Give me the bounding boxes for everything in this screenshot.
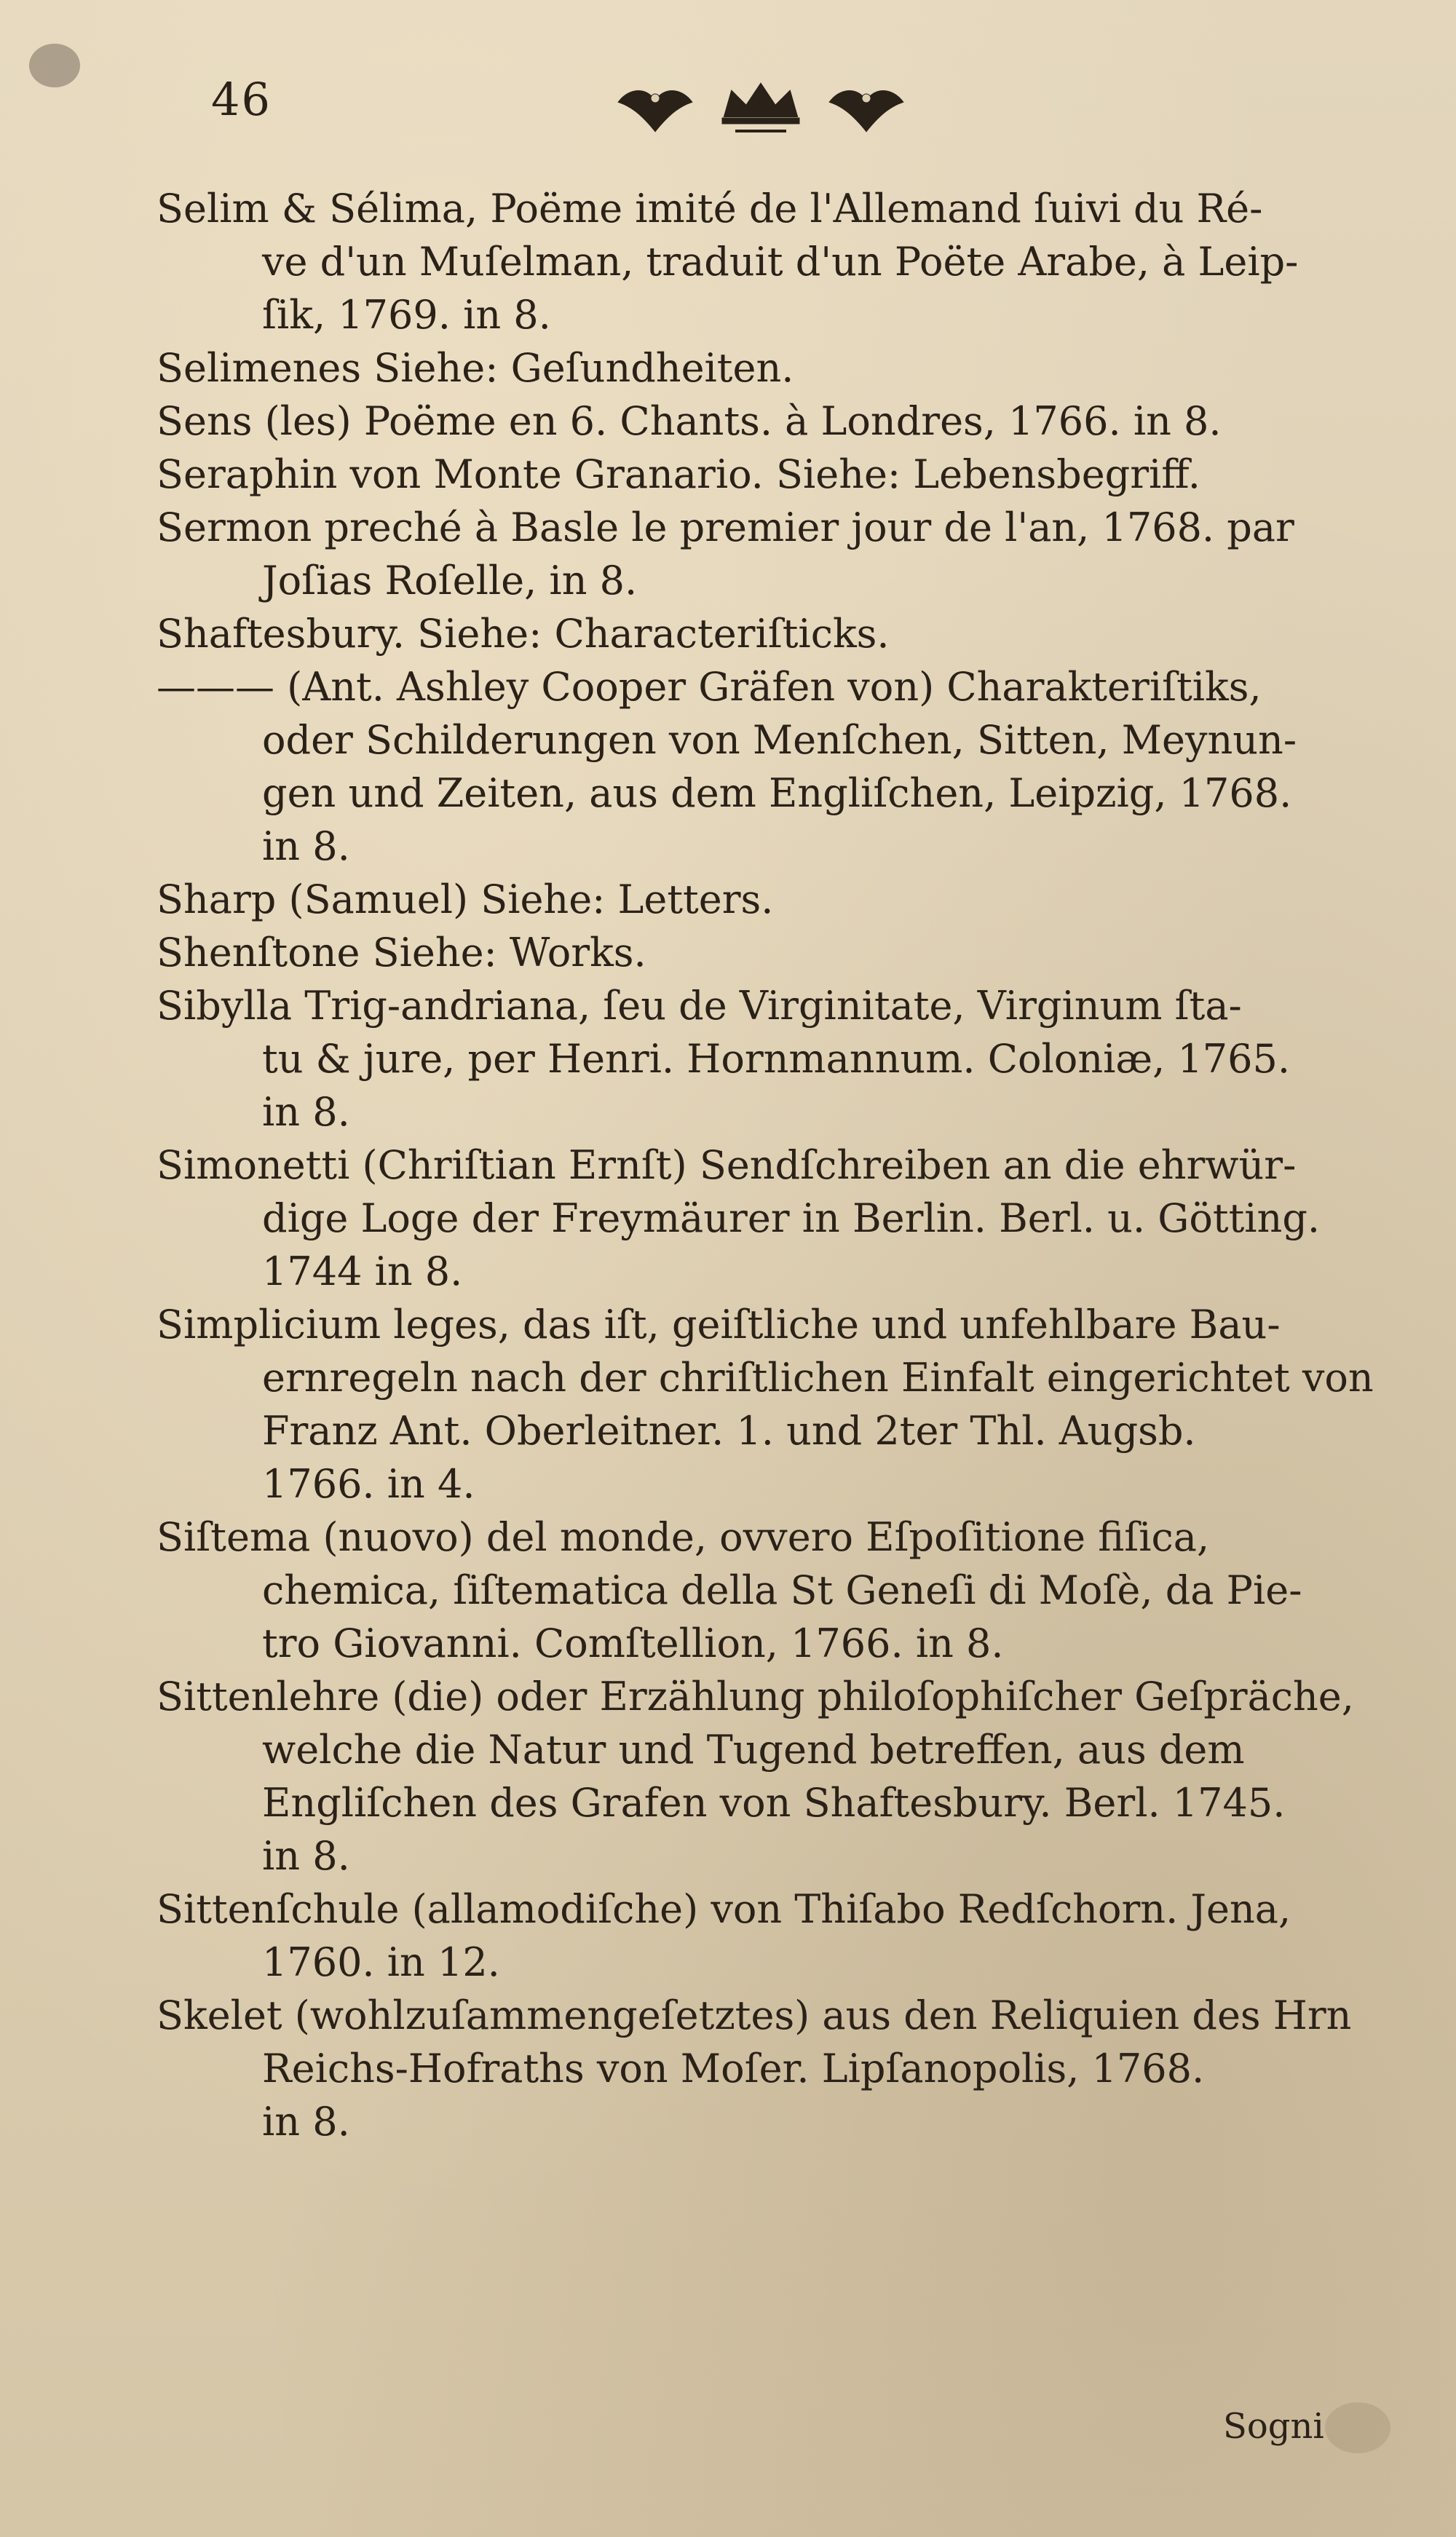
entry-line: Shenſtone Siehe: Works. xyxy=(157,930,646,975)
entry-line: 1760. in 12. xyxy=(262,1939,500,1985)
index-entry xyxy=(157,501,1394,607)
entry-line: ——— (Ant. Ashley Cooper Gräfen von) Charakteriſtiks, xyxy=(157,664,1262,710)
entry-line: Selim & Sélima, Poëme imité de l'Allemand ſuivi du Ré- xyxy=(157,186,1263,231)
entry-line: in 8. xyxy=(262,2099,350,2145)
entry-line: welche die Natur und Tugend betreffen, aus dem xyxy=(262,1727,1245,1773)
index-entries xyxy=(157,182,1394,2148)
entry-line: Sibylla Trig-andriana, ſeu de Virginitate, Virginum ſta- xyxy=(157,983,1242,1029)
index-entry xyxy=(157,979,1394,1139)
entry-line: Simonetti (Chriſtian Ernſt) Sendſchreiben an die ehrwür- xyxy=(157,1142,1297,1188)
catchword: Sogni xyxy=(1223,2406,1324,2447)
entry-line: in 8. xyxy=(262,1833,350,1879)
entry-line: oder Schilderungen von Menſchen, Sitten, Meynun- xyxy=(262,717,1297,763)
crown-ornament-icon xyxy=(597,73,925,146)
entry-line: Shaftesbury. Siehe: Characteriſticks. xyxy=(157,611,890,657)
entry-line: ſik, 1769. in 8. xyxy=(262,292,551,338)
entry-line: chemica, ſiſtematica della St Geneſi di Moſè, da Pie- xyxy=(262,1567,1302,1613)
index-entry xyxy=(157,1670,1394,1883)
entry-line: Sharp (Samuel) Siehe: Letters. xyxy=(157,876,774,922)
page-number: 46 xyxy=(211,73,272,126)
entry-line: Joſias Roſelle, in 8. xyxy=(262,558,638,603)
entry-line: tu & jure, per Henri. Hornmannum. Coloniæ, 1765. xyxy=(262,1036,1291,1082)
entry-line: Reichs-Hofraths von Moſer. Lipſanopolis, 1768. xyxy=(262,2046,1205,2091)
index-entry xyxy=(157,660,1394,873)
entry-line: Siſtema (nuovo) del monde, ovvero Eſpoſitione fiſica, xyxy=(157,1514,1210,1560)
entry-line: ve d'un Muſelman, traduit d'un Poëte Arabe, à Leip- xyxy=(262,239,1299,285)
paper-stain xyxy=(1325,2402,1390,2453)
paper-stain xyxy=(29,44,80,87)
entry-line: Sittenſchule (allamodiſche) von Thiſabo Redſchorn. Jena, xyxy=(157,1886,1291,1932)
index-entry xyxy=(157,341,1394,395)
entry-line: Engliſchen des Grafen von Shaftesbury. Berl. 1745. xyxy=(262,1780,1286,1826)
index-entry xyxy=(157,448,1394,501)
entry-line: Sens (les) Poëme en 6. Chants. à Londres, 1766. in 8. xyxy=(157,398,1222,444)
index-entry xyxy=(157,1511,1394,1670)
index-entry xyxy=(157,1883,1394,1989)
entry-line: Simplicium leges, das iſt, geiſtliche und unfehlbare Bau- xyxy=(157,1302,1281,1347)
entry-line: ernregeln nach der chriſtlichen Einfalt eingerichtet von xyxy=(262,1355,1374,1401)
entry-line: 1766. in 4. xyxy=(262,1461,475,1507)
index-entry xyxy=(157,1989,1394,2148)
entry-line: tro Giovanni. Comſtellion, 1766. in 8. xyxy=(262,1620,1004,1666)
index-entry xyxy=(157,182,1394,341)
entry-line: 1744 in 8. xyxy=(262,1248,463,1294)
index-entry xyxy=(157,395,1394,448)
entry-line: in 8. xyxy=(262,1089,350,1135)
index-entry xyxy=(157,873,1394,926)
entry-line: Selimenes Siehe: Geſundheiten. xyxy=(157,345,794,391)
entry-line: Seraphin von Monte Granario. Siehe: Lebensbegriff. xyxy=(157,451,1200,497)
entry-line: Sermon preché à Basle le premier jour de l'an, 1768. par xyxy=(157,504,1294,550)
entry-line: Skelet (wohlzuſammengeſetztes) aus den Reliquien des Hrn xyxy=(157,1992,1352,2038)
index-entry xyxy=(157,607,1394,660)
index-entry xyxy=(157,1298,1394,1511)
index-entry xyxy=(157,926,1394,979)
entry-line: gen und Zeiten, aus dem Engliſchen, Leipzig, 1768. xyxy=(262,770,1292,816)
entry-line: in 8. xyxy=(262,823,350,869)
index-entry xyxy=(157,1139,1394,1298)
entry-line: Franz Ant. Oberleitner. 1. und 2ter Thl. Augsb. xyxy=(262,1408,1196,1454)
entry-line: Sittenlehre (die) oder Erzählung philoſophiſcher Geſpräche, xyxy=(157,1674,1354,1719)
entry-line: dige Loge der Freymäurer in Berlin. Berl. u. Götting. xyxy=(262,1195,1321,1241)
